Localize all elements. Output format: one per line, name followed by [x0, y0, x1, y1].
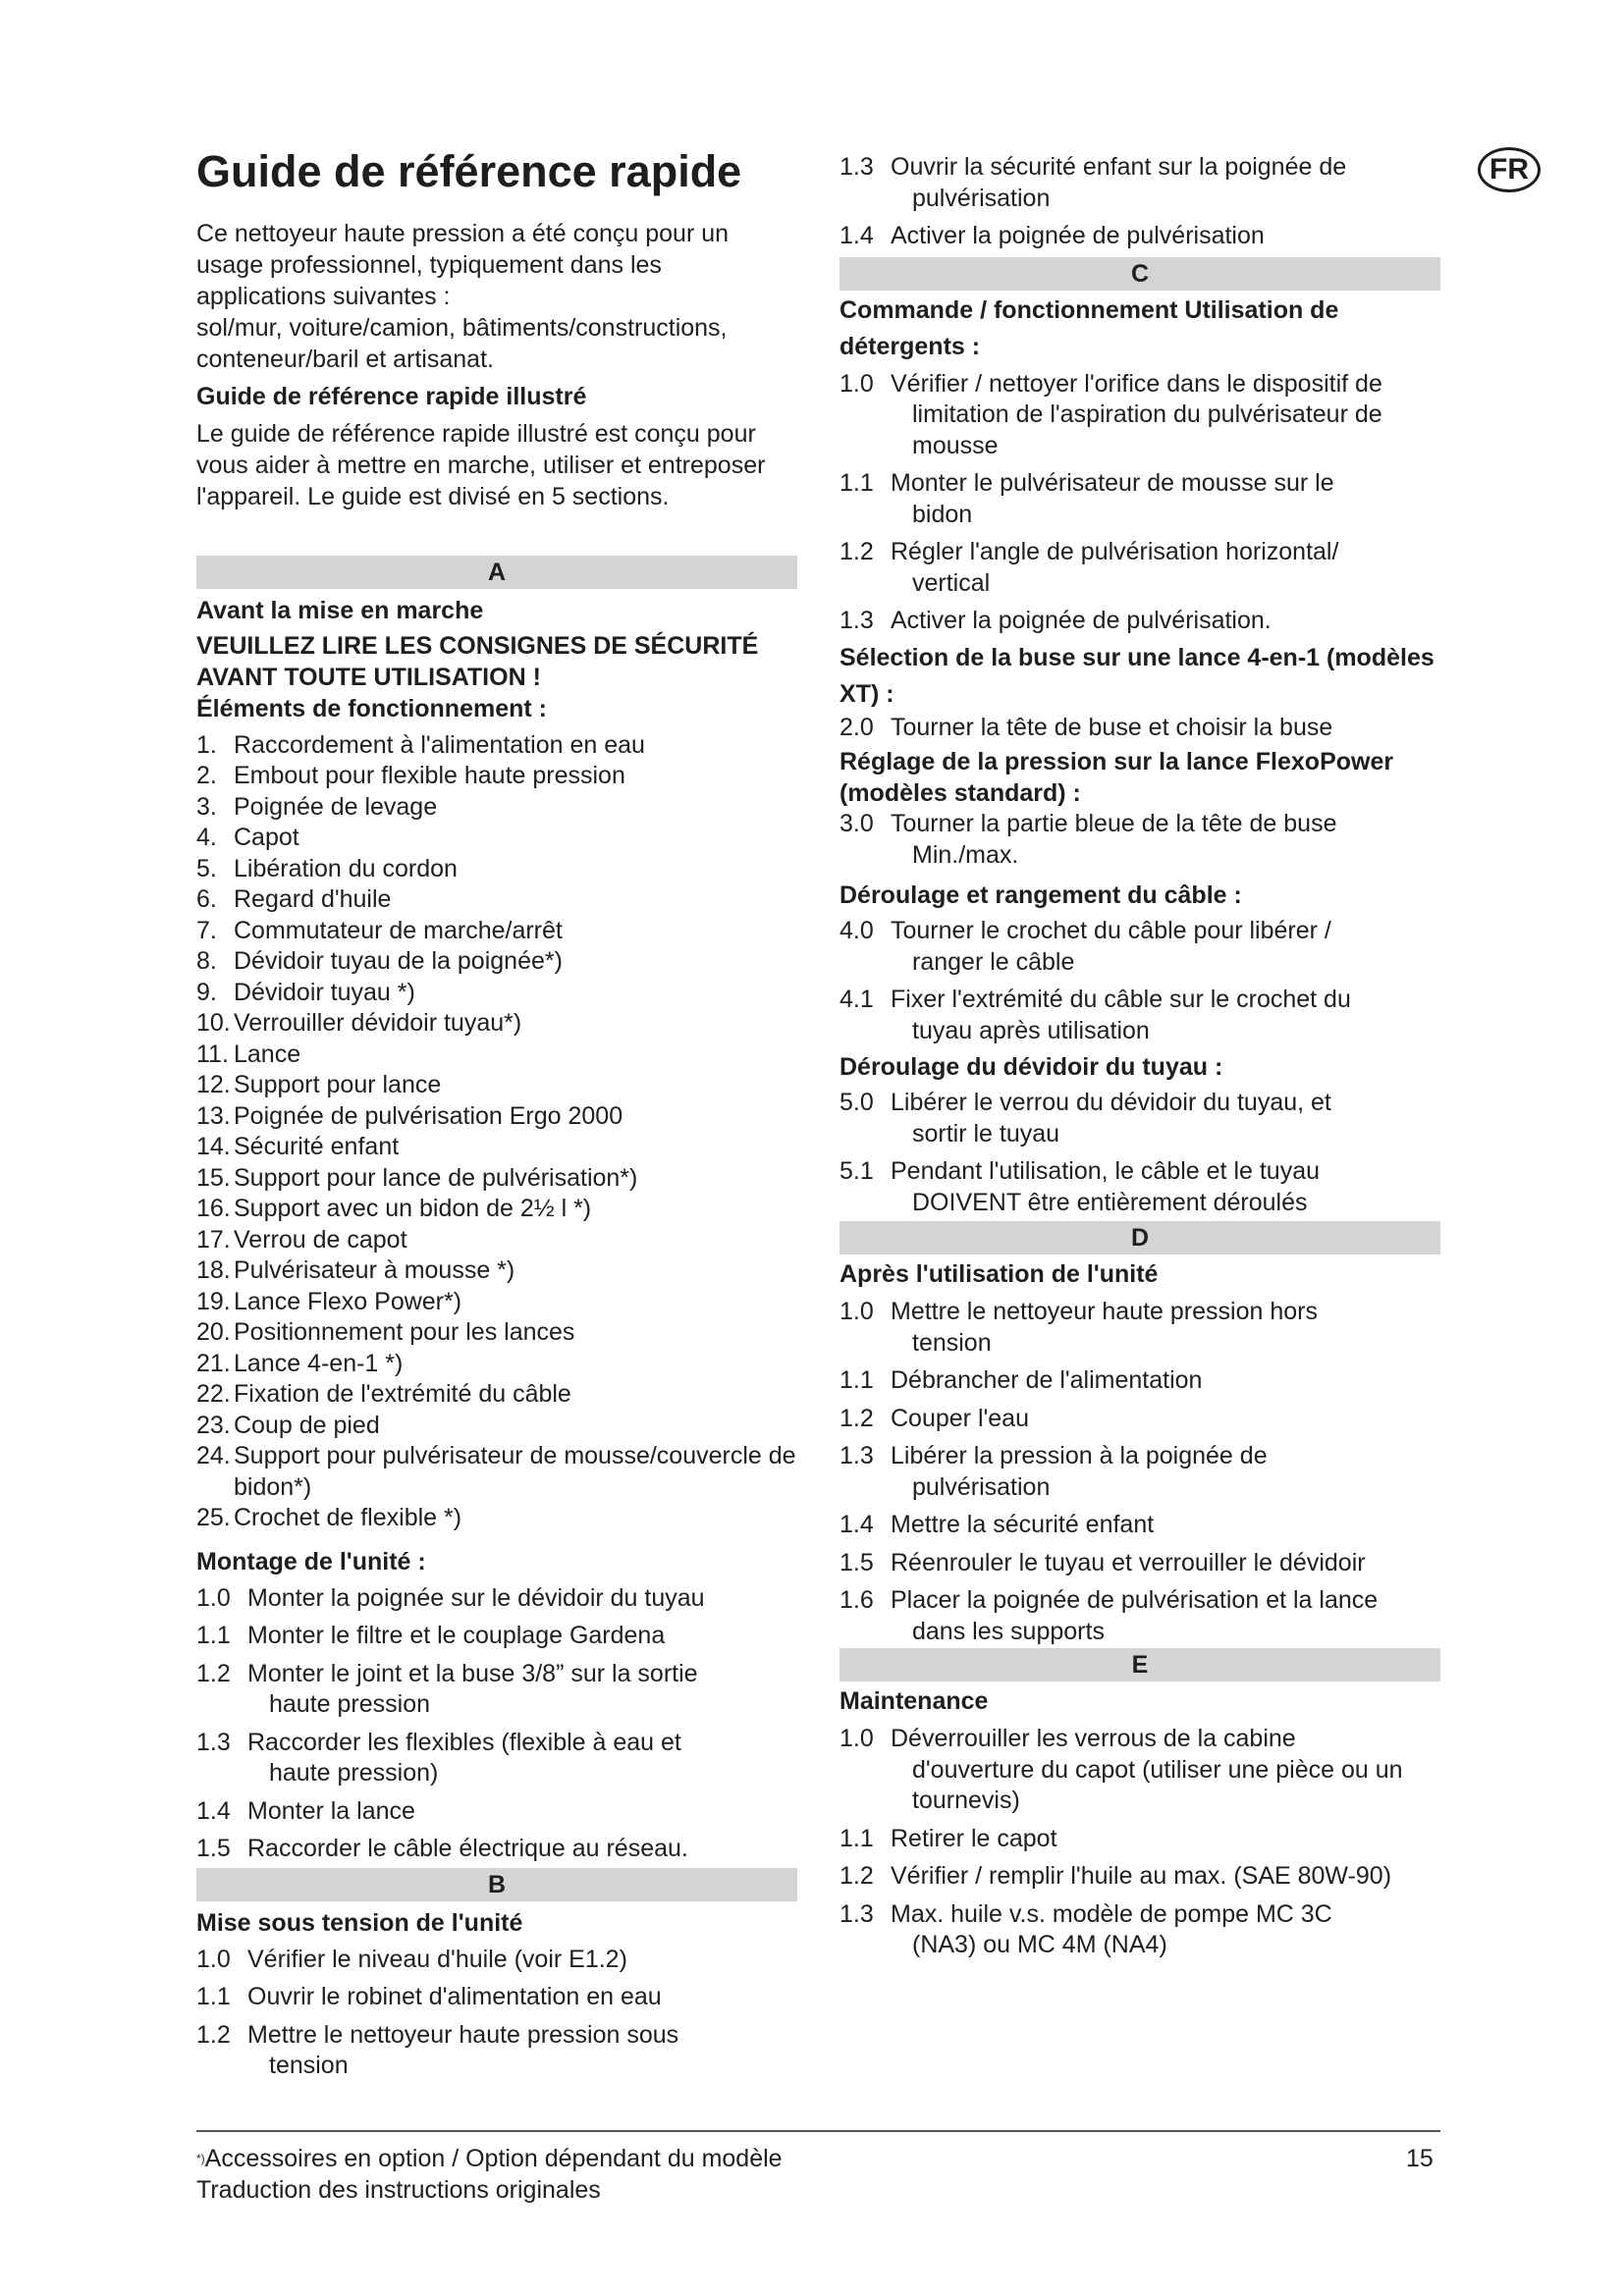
operating-element-text: Verrou de capot [234, 1225, 407, 1254]
operating-element-number: 8. [196, 947, 217, 975]
assembly-step [196, 1834, 797, 1865]
operating-element-number: 4. [196, 824, 217, 851]
after-use-step-number: 1.1 [839, 1366, 874, 1394]
operating-element-number: 16. [196, 1195, 231, 1222]
detergent-step-text: Régler l'angle de pulvérisation horizontal/ [891, 538, 1339, 565]
power-on-step-number: 1.4 [839, 222, 874, 249]
power-on-step-number: 1.2 [196, 2020, 231, 2049]
operating-element [196, 1379, 797, 1411]
operating-element [196, 1349, 797, 1380]
operating-element [196, 946, 797, 978]
illustrated-text: Le guide de référence rapide illustré est conçu pour vous aider à mettre en marche, utiliser et entreposer l'appareil. Le guide est divisé en 5 sections. [196, 419, 766, 510]
power-on-step [196, 1982, 797, 2013]
assembly-heading: Montage de l'unité : [196, 1547, 426, 1575]
operating-element-number: 15. [196, 1163, 231, 1192]
operating-element-text: Commutateur de marche/arrêt [234, 916, 563, 944]
cable-step [839, 916, 1440, 978]
power-on-steps-continued [839, 152, 1440, 252]
detergent-step-text-continued: limitation de l'aspiration du pulvérisateur de mousse [912, 400, 1382, 459]
operating-element-text: Sécurité enfant [234, 1133, 400, 1160]
cable-step-text-continued: tuyau après utilisation [912, 1016, 1150, 1044]
intro-applications: sol/mur, voiture/camion, bâtiments/constructions, conteneur/baril et artisanat. [196, 313, 728, 373]
operating-element-number: 12. [196, 1071, 231, 1098]
assembly-step-text: Monter le filtre et le couplage Gardena [247, 1622, 666, 1649]
section-e-heading: Maintenance [839, 1687, 989, 1715]
after-use-step-number: 1.2 [839, 1404, 874, 1432]
after-use-step-text: Débrancher de l'alimentation [891, 1366, 1203, 1394]
operating-element-text: Lance Flexo Power*) [234, 1287, 462, 1315]
assembly-step-text: Monter la poignée sur le dévidoir du tuyau [247, 1583, 705, 1612]
intro-text: Ce nettoyeur haute pression a été conçu pour un usage professionnel, typiquement dans les applications suivantes : [196, 219, 730, 310]
after-use-step-number: 1.4 [839, 1511, 874, 1538]
operating-element [196, 792, 797, 824]
maintenance-step [839, 1724, 1440, 1817]
after-use-step [839, 1297, 1440, 1359]
after-use-step-text: Placer la poignée de pulvérisation et la lance [891, 1586, 1379, 1614]
operating-element-text: Support pour pulvérisateur de mousse/couvercle de bidon*) [234, 1442, 796, 1501]
operating-element-text: Positionnement pour les lances [234, 1318, 575, 1346]
operating-element [196, 823, 797, 854]
reel-step-text: Libérer le verrou du dévidoir du tuyau, et [891, 1089, 1331, 1116]
maintenance-step [839, 1824, 1440, 1855]
operating-element [196, 884, 797, 916]
assembly-steps-list [196, 1583, 797, 1865]
after-use-steps-list [839, 1297, 1440, 1647]
assembly-step-number: 1.1 [196, 1622, 231, 1649]
operating-element-number: 17. [196, 1225, 231, 1254]
operating-element-number: 3. [196, 792, 217, 821]
language-badge: FR [1478, 147, 1541, 192]
reel-step [839, 1088, 1440, 1149]
assembly-step-text: Monter le joint et la buse 3/8” sur la sortie [247, 1659, 698, 1687]
pressure-heading: Réglage de la pression sur la lance FlexoPower (modèles standard) : [839, 748, 1394, 807]
section-c-heading: Commande / fonctionnement Utilisation de détergents : [839, 295, 1339, 360]
power-on-step-number: 1.3 [839, 153, 874, 181]
operating-element-text: Support pour lance de pulvérisation*) [234, 1163, 638, 1192]
operating-element-text: Coup de pied [234, 1411, 380, 1439]
after-use-step-number: 1.0 [839, 1298, 874, 1325]
cable-step-number: 4.0 [839, 917, 874, 944]
nozzle-step [839, 713, 1440, 744]
reel-heading: Déroulage du dévidoir du tuyau : [839, 1053, 1223, 1081]
operating-element-text: Poignée de pulvérisation Ergo 2000 [234, 1101, 623, 1130]
assembly-step-text-continued: haute pression [269, 1690, 431, 1718]
operating-element [196, 1441, 797, 1503]
after-use-step-text: Mettre la sécurité enfant [891, 1511, 1155, 1538]
detergent-step-text-continued: bidon [912, 500, 973, 528]
assembly-step-text: Raccorder les flexibles (flexible à eau et [247, 1728, 681, 1756]
operating-element-number: 11. [196, 1040, 229, 1068]
illustrated-heading: Guide de référence rapide illustré [196, 382, 587, 410]
operating-element-number: 2. [196, 762, 217, 789]
power-on-step [839, 152, 1440, 214]
after-use-step-text-continued: dans les supports [912, 1617, 1105, 1645]
page-title: Guide de référence rapide [196, 146, 742, 196]
pressure-step-number: 3.0 [839, 810, 874, 837]
cable-steps-list [839, 916, 1440, 1046]
operating-element [196, 916, 797, 947]
pressure-steps-list [839, 809, 1440, 871]
maintenance-step-number: 1.1 [839, 1824, 874, 1852]
assembly-step [196, 1796, 797, 1828]
maintenance-step-number: 1.0 [839, 1725, 874, 1752]
section-a-heading: Avant la mise en marche [196, 596, 484, 624]
maintenance-step-text: Max. huile v.s. modèle de pompe MC 3C [891, 1899, 1332, 1928]
footer-notes [196, 2143, 783, 2206]
detergent-step [839, 369, 1440, 462]
pressure-step-text-continued: Min./max. [912, 840, 1019, 869]
nozzle-step-text: Tourner la tête de buse et choisir la buse [891, 713, 1333, 741]
power-on-step-text-continued: pulvérisation [912, 184, 1051, 212]
operating-element-text: Support pour lance [234, 1071, 442, 1098]
operating-element-number: 6. [196, 885, 217, 913]
operating-element [196, 1008, 797, 1040]
detergent-step-number: 1.0 [839, 369, 874, 398]
operating-element-text: Pulvérisateur à mousse *) [234, 1256, 515, 1284]
operating-element [196, 1070, 797, 1101]
operating-element [196, 1287, 797, 1318]
after-use-step-text: Libérer la pression à la poignée de [891, 1442, 1268, 1469]
assembly-step-number: 1.5 [196, 1835, 231, 1862]
operating-element-number: 21. [196, 1349, 231, 1377]
operating-element-text: Regard d'huile [234, 885, 392, 913]
maintenance-step-text-continued: d'ouverture du capot (utiliser une pièce ou un tournevis) [912, 1755, 1403, 1814]
footer-divider [196, 2130, 1440, 2132]
assembly-step [196, 1728, 797, 1789]
assembly-step-number: 1.4 [196, 1796, 231, 1825]
operating-element-text: Capot [234, 824, 299, 851]
assembly-step [196, 1659, 797, 1721]
detergent-step [839, 537, 1440, 599]
operating-element [196, 1132, 797, 1163]
operating-element [196, 1255, 797, 1287]
operating-element-text: Dévidoir tuyau *) [234, 978, 415, 1006]
power-on-step-text: Ouvrir le robinet d'alimentation en eau [247, 1983, 662, 2010]
after-use-step-number: 1.6 [839, 1586, 874, 1614]
right-column [839, 152, 1440, 1968]
cable-step-number: 4.1 [839, 986, 874, 1013]
cable-step-text: Fixer l'extrémité du câble sur le crochet du [891, 986, 1351, 1013]
assembly-step-number: 1.0 [196, 1583, 231, 1612]
operating-element [196, 1411, 797, 1442]
reel-step-text-continued: DOIVENT être entièrement déroulés [912, 1188, 1308, 1216]
after-use-step-text: Mettre le nettoyeur haute pression hors [891, 1298, 1318, 1325]
operating-element [196, 1040, 797, 1071]
after-use-step [839, 1548, 1440, 1579]
after-use-step [839, 1404, 1440, 1435]
detergent-step-text-continued: vertical [912, 568, 991, 597]
page-number: 15 [1406, 2145, 1434, 2172]
operating-element-number: 19. [196, 1287, 231, 1315]
detergent-step-number: 1.1 [839, 469, 874, 497]
maintenance-step-text: Vérifier / remplir l'huile au max. (SAE 80W-90) [891, 1862, 1392, 1890]
nozzle-heading: Sélection de la buse sur une lance 4-en-1 (modèles XT) : [839, 643, 1435, 708]
pressure-step [839, 809, 1440, 871]
operating-element [196, 761, 797, 792]
operating-element [196, 1194, 797, 1225]
assembly-step-text: Raccorder le câble électrique au réseau. [247, 1835, 688, 1862]
detergent-steps-list [839, 369, 1440, 637]
operating-element-number: 25. [196, 1504, 231, 1531]
operating-element-text: Lance [234, 1040, 301, 1068]
power-on-steps-list [196, 1945, 797, 2082]
maintenance-step-number: 1.2 [839, 1862, 874, 1890]
power-on-step [196, 2020, 797, 2082]
left-column [196, 147, 797, 2089]
operating-element-number: 18. [196, 1256, 231, 1284]
after-use-step-text: Réenrouler le tuyau et verrouiller le dévidoir [891, 1548, 1366, 1576]
detergent-step-text: Activer la poignée de pulvérisation. [891, 607, 1272, 634]
operating-element-number: 13. [196, 1101, 231, 1130]
operating-element-number: 24. [196, 1442, 231, 1469]
maintenance-step [839, 1899, 1440, 1961]
operating-element [196, 854, 797, 885]
section-a-bar: A [196, 556, 797, 589]
operating-element [196, 1101, 797, 1133]
operating-element-text: Support avec un bidon de 2½ l *) [234, 1195, 592, 1222]
operating-element [196, 1225, 797, 1256]
nozzle-steps-list [839, 713, 1440, 744]
detergent-step [839, 606, 1440, 637]
reel-step-number: 5.0 [839, 1089, 874, 1116]
cable-step-text-continued: ranger le câble [912, 947, 1075, 976]
after-use-step-text: Couper l'eau [891, 1404, 1029, 1432]
after-use-step [839, 1441, 1440, 1503]
operating-element-number: 9. [196, 978, 217, 1006]
section-b-heading: Mise sous tension de l'unité [196, 1908, 523, 1937]
elements-heading: Éléments de fonctionnement : [196, 694, 547, 722]
operating-element-text: Libération du cordon [234, 854, 458, 882]
detergent-step-text: Vérifier / nettoyer l'orifice dans le dispositif de [891, 369, 1382, 398]
detergent-step [839, 468, 1440, 530]
detergent-step-number: 1.2 [839, 538, 874, 565]
reel-step-number: 5.1 [839, 1157, 874, 1185]
section-b-bar: B [196, 1868, 797, 1901]
operating-element-number: 20. [196, 1318, 231, 1346]
safety-warning: VEUILLEZ LIRE LES CONSIGNES DE SÉCURITÉ AVANT TOUTE UTILISATION ! [196, 631, 759, 691]
operating-element-text: Poignée de levage [234, 792, 438, 821]
assembly-step-text: Monter la lance [247, 1796, 415, 1825]
section-d-heading: Après l'utilisation de l'unité [839, 1260, 1159, 1288]
operating-element [196, 1317, 797, 1349]
cable-heading: Déroulage et rangement du câble : [839, 881, 1242, 909]
operating-element-number: 23. [196, 1411, 231, 1439]
pressure-step-text: Tourner la partie bleue de la tête de buse [891, 810, 1337, 837]
operating-element-text: Lance 4-en-1 *) [234, 1349, 404, 1377]
maintenance-step-text-continued: (NA3) ou MC 4M (NA4) [912, 1931, 1167, 1958]
after-use-step-number: 1.3 [839, 1442, 874, 1469]
reel-step-text-continued: sortir le tuyau [912, 1119, 1060, 1148]
after-use-step-text-continued: tension [912, 1328, 992, 1357]
operating-element-text: Verrouiller dévidoir tuyau*) [234, 1009, 522, 1037]
operating-element-text: Dévidoir tuyau de la poignée*) [234, 947, 563, 975]
power-on-step-text-continued: tension [269, 2052, 349, 2079]
operating-element [196, 1503, 797, 1534]
footnote-text: Accessoires en option / Option dépendant du modèle [204, 2145, 783, 2172]
operating-element [196, 978, 797, 1009]
after-use-step [839, 1510, 1440, 1541]
operating-element-number: 1. [196, 730, 217, 759]
maintenance-step [839, 1861, 1440, 1893]
power-on-step-number: 1.0 [196, 1945, 231, 1973]
footer-accessories-note [196, 2143, 783, 2174]
operating-element-number: 22. [196, 1380, 231, 1408]
assembly-step-text-continued: haute pression) [269, 1759, 439, 1787]
power-on-step [196, 1945, 797, 1976]
maintenance-step-text: Retirer le capot [891, 1824, 1057, 1852]
after-use-step-number: 1.5 [839, 1548, 874, 1576]
after-use-step-text-continued: pulvérisation [912, 1472, 1051, 1501]
operating-element-number: 10. [196, 1009, 231, 1037]
nozzle-step-number: 2.0 [839, 713, 874, 741]
assembly-step [196, 1583, 797, 1615]
operating-element [196, 730, 797, 762]
cable-step [839, 985, 1440, 1046]
reel-steps-list [839, 1088, 1440, 1218]
operating-element [196, 1163, 797, 1195]
operating-element-number: 14. [196, 1133, 231, 1160]
operating-element-text: Raccordement à l'alimentation en eau [234, 730, 645, 759]
operating-element-number: 5. [196, 854, 217, 882]
operating-element-text: Fixation de l'extrémité du câble [234, 1380, 571, 1408]
assembly-step [196, 1621, 797, 1652]
after-use-step [839, 1585, 1440, 1647]
power-on-step [839, 221, 1440, 252]
power-on-step-text: Activer la poignée de pulvérisation [891, 222, 1265, 249]
assembly-step-number: 1.3 [196, 1728, 231, 1756]
power-on-step-text: Vérifier le niveau d'huile (voir E1.2) [247, 1945, 627, 1973]
section-c-bar: C [839, 257, 1440, 291]
operating-elements-list [196, 730, 797, 1534]
reel-step-text: Pendant l'utilisation, le câble et le tuyau [891, 1157, 1320, 1185]
maintenance-step-text: Déverrouiller les verrous de la cabine [891, 1725, 1296, 1752]
assembly-step-number: 1.2 [196, 1659, 231, 1687]
power-on-step-text: Ouvrir la sécurité enfant sur la poignée de [891, 153, 1347, 181]
section-d-bar: D [839, 1221, 1440, 1255]
operating-element-text: Crochet de flexible *) [234, 1504, 462, 1531]
detergent-step-number: 1.3 [839, 607, 874, 634]
reel-step [839, 1156, 1440, 1218]
detergent-step-text: Monter le pulvérisateur de mousse sur le [891, 469, 1334, 497]
maintenance-steps-list [839, 1724, 1440, 1961]
operating-element-text: Embout pour flexible haute pression [234, 762, 625, 789]
power-on-step-text: Mettre le nettoyeur haute pression sous [247, 2020, 679, 2049]
after-use-step [839, 1365, 1440, 1397]
power-on-step-number: 1.1 [196, 1983, 231, 2010]
footer-translation-note: Traduction des instructions originales [196, 2176, 601, 2204]
footnote-mark: *) [196, 2152, 205, 2165]
maintenance-step-number: 1.3 [839, 1899, 874, 1928]
section-e-bar: E [839, 1648, 1440, 1682]
operating-element-number: 7. [196, 916, 217, 944]
cable-step-text: Tourner le crochet du câble pour libérer / [891, 917, 1331, 944]
